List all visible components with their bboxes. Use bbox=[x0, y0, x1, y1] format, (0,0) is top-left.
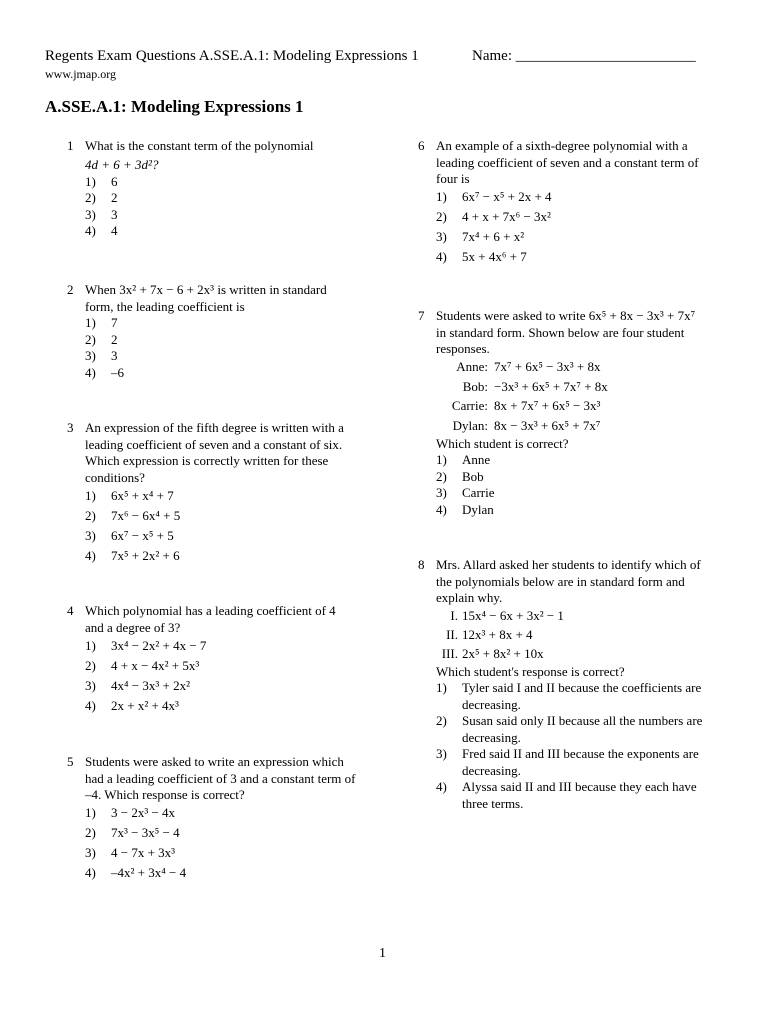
student-expression: 8x + 7x⁷ + 6x⁵ − 3x³ bbox=[494, 398, 601, 413]
question-5 bbox=[67, 754, 387, 884]
option-text: 3 bbox=[111, 348, 118, 363]
question-stem: What is the constant term of the polynomial bbox=[85, 138, 314, 153]
option-text: 6 bbox=[111, 173, 118, 189]
option bbox=[436, 469, 738, 486]
page-heading: A.SSE.A.1: Modeling Expressions 1 bbox=[45, 97, 304, 116]
polynomial-item bbox=[436, 645, 748, 664]
option bbox=[436, 248, 738, 268]
option-text: Fred said II and III because the exponents are decreasing. bbox=[462, 746, 699, 778]
option-text: 4 − 7x + 3x³ bbox=[111, 845, 176, 861]
option-label: 2) bbox=[436, 468, 447, 484]
option-text: Carrie bbox=[462, 485, 495, 500]
option-text: 2x + x² + 4x³ bbox=[111, 697, 179, 713]
option bbox=[436, 502, 738, 519]
option-text: 5x + 4x⁶ + 7 bbox=[462, 249, 527, 265]
option bbox=[85, 506, 387, 526]
student-response bbox=[436, 397, 738, 417]
option-text: 2 bbox=[111, 190, 118, 205]
question-number: 1 bbox=[67, 138, 74, 153]
option bbox=[85, 348, 387, 365]
question-number: 5 bbox=[67, 754, 74, 769]
option bbox=[436, 228, 738, 248]
option bbox=[436, 485, 738, 502]
student-expression: 7x⁷ + 6x⁵ − 3x³ + 8x bbox=[494, 359, 601, 374]
option-label: 3) bbox=[436, 485, 447, 500]
polynomial-label: II. bbox=[446, 626, 458, 642]
option-text: 4x⁴ − 3x³ + 2x² bbox=[111, 677, 190, 693]
option bbox=[85, 546, 387, 566]
option-text: 7x⁵ + 2x² + 6 bbox=[111, 547, 180, 563]
option-label: 2) bbox=[85, 331, 96, 347]
polynomial-expression: 2x⁵ + 8x² + 10x bbox=[462, 645, 544, 661]
option-label: 4) bbox=[436, 249, 447, 265]
question-stem: Which polynomial has a leading coefficient of 4 and a degree of 3? bbox=[85, 603, 336, 635]
student-name: Carrie: bbox=[451, 398, 488, 413]
option-text: Bob bbox=[462, 468, 484, 484]
option-label: 2) bbox=[85, 657, 96, 673]
option-label: 1) bbox=[85, 173, 96, 189]
option bbox=[85, 676, 387, 696]
option-label: 2) bbox=[436, 209, 447, 225]
polynomial-expression: 15x⁴ − 6x + 3x² − 1 bbox=[462, 607, 564, 623]
option-label: 4) bbox=[85, 364, 96, 380]
option bbox=[85, 190, 387, 207]
option bbox=[436, 746, 748, 779]
question-8 bbox=[418, 557, 748, 812]
option-text: –4x² + 3x⁴ − 4 bbox=[111, 865, 187, 881]
option-label: 3) bbox=[85, 527, 96, 543]
option-text: Anne bbox=[462, 452, 491, 467]
option bbox=[85, 315, 387, 332]
option-label: 3) bbox=[85, 348, 96, 363]
option-text: Tyler said I and II because the coefficients are decreasing. bbox=[462, 680, 702, 712]
name-field-label: Name: ________________________ bbox=[472, 48, 696, 64]
option bbox=[436, 713, 748, 746]
option bbox=[85, 696, 387, 716]
option-text: 7 bbox=[111, 315, 118, 330]
question-6 bbox=[418, 138, 738, 268]
question-2 bbox=[67, 282, 387, 381]
question-number: 2 bbox=[67, 282, 74, 297]
option bbox=[85, 844, 387, 864]
option-label: 2) bbox=[85, 507, 96, 523]
option-label: 3) bbox=[85, 677, 96, 693]
option bbox=[85, 332, 387, 349]
question-stem: An expression of the fifth degree is written with a leading coefficient of seven and a constant of six. Which expression is correctly written for these conditions? bbox=[85, 420, 344, 485]
option-label: 3) bbox=[436, 229, 447, 245]
option-text: 3 − 2x³ − 4x bbox=[111, 805, 176, 821]
question-4 bbox=[67, 603, 387, 716]
question-number: 8 bbox=[418, 557, 425, 572]
option-text: 4 + x + 7x⁶ − 3x² bbox=[462, 209, 551, 225]
student-name: Anne: bbox=[456, 359, 488, 374]
option-label: 3) bbox=[85, 206, 96, 222]
option-label: 4) bbox=[85, 223, 96, 238]
option bbox=[85, 174, 387, 191]
option-label: 1) bbox=[85, 805, 96, 821]
student-expression: −3x³ + 6x⁵ + 7x⁷ + 8x bbox=[494, 378, 608, 394]
option bbox=[85, 656, 387, 676]
polynomial-expression: 12x³ + 8x + 4 bbox=[462, 626, 533, 642]
question-number: 4 bbox=[67, 603, 74, 618]
option bbox=[85, 804, 387, 824]
option-text: 4 + x − 4x² + 5x³ bbox=[111, 657, 200, 673]
question-number: 7 bbox=[418, 308, 425, 323]
option-text: Susan said only II because all the numbers are decreasing. bbox=[462, 713, 703, 745]
question-stem: Students were asked to write 6x⁵ + 8x − 3x³ + 7x⁷ in standard form. Shown below are four student responses. bbox=[436, 308, 696, 356]
option-label: 1) bbox=[85, 315, 96, 330]
option-text: Dylan bbox=[462, 501, 494, 517]
student-expression: 8x − 3x³ + 6x⁵ + 7x⁷ bbox=[494, 417, 601, 433]
option-text: –6 bbox=[111, 364, 124, 380]
option-text: 4 bbox=[111, 223, 118, 238]
question-number: 6 bbox=[418, 138, 425, 153]
page-number: 1 bbox=[379, 946, 386, 961]
option-label: 1) bbox=[436, 189, 447, 205]
option-label: 2) bbox=[85, 825, 96, 841]
question-3 bbox=[67, 420, 387, 566]
option-label: 1) bbox=[85, 637, 96, 653]
question-1 bbox=[67, 138, 387, 240]
sub-question: Which student's response is correct? bbox=[436, 663, 625, 679]
student-name: Dylan: bbox=[452, 417, 488, 433]
option bbox=[85, 223, 387, 240]
polynomial-item bbox=[436, 626, 748, 645]
option-label: 1) bbox=[436, 680, 447, 695]
option-text: Alyssa said II and III because they each have three terms. bbox=[462, 779, 697, 811]
option bbox=[85, 636, 387, 656]
option-label: 4) bbox=[85, 697, 96, 713]
option bbox=[85, 365, 387, 382]
option-label: 4) bbox=[85, 547, 96, 563]
option bbox=[85, 526, 387, 546]
student-response bbox=[436, 377, 738, 397]
option bbox=[85, 207, 387, 224]
option-label: 4) bbox=[436, 501, 447, 517]
option bbox=[436, 680, 748, 713]
option-label: 3) bbox=[85, 845, 96, 861]
question-stem: When 3x² + 7x − 6 + 2x³ is written in standard form, the leading coefficient is bbox=[85, 282, 327, 314]
option-label: 1) bbox=[85, 487, 96, 503]
option bbox=[436, 779, 748, 812]
student-response bbox=[436, 416, 738, 436]
student-response bbox=[436, 358, 738, 378]
option-text: 7x⁶ − 6x⁴ + 5 bbox=[111, 507, 181, 523]
question-stem: Students were asked to write an expression which had a leading coefficient of 3 and a constant term of –4. Which response is correct? bbox=[85, 754, 356, 802]
option bbox=[436, 452, 738, 469]
option-label: 2) bbox=[436, 713, 447, 728]
header-site: www.jmap.org bbox=[45, 67, 116, 81]
question-stem: Mrs. Allard asked her students to identify which of the polynomials below are in standard form and explain why. bbox=[436, 557, 701, 605]
option-label: 1) bbox=[436, 452, 447, 467]
option-text: 7x⁴ + 6 + x² bbox=[462, 229, 525, 245]
option-text: 6x⁵ + x⁴ + 7 bbox=[111, 487, 174, 503]
option-text: 3x⁴ − 2x² + 4x − 7 bbox=[111, 637, 207, 653]
option-text: 7x³ − 3x⁵ − 4 bbox=[111, 825, 180, 841]
option-text: 6x⁷ − x⁵ + 2x + 4 bbox=[462, 189, 552, 205]
student-name: Bob: bbox=[462, 378, 488, 394]
option-label: 2) bbox=[85, 190, 96, 205]
option-label: 4) bbox=[436, 779, 447, 794]
option-label: 4) bbox=[85, 865, 96, 881]
sub-question: Which student is correct? bbox=[436, 435, 569, 451]
option bbox=[436, 188, 738, 208]
option bbox=[85, 864, 387, 884]
question-expression: 4d + 6 + 3d²? bbox=[85, 156, 159, 172]
option bbox=[436, 208, 738, 228]
option bbox=[85, 486, 387, 506]
question-stem: An example of a sixth-degree polynomial with a leading coefficient of seven and a constant term of four is bbox=[436, 138, 699, 186]
question-number: 3 bbox=[67, 420, 74, 435]
option-text: 2 bbox=[111, 331, 118, 347]
question-7 bbox=[418, 308, 738, 518]
polynomial-label: I. bbox=[450, 607, 458, 623]
header-title: Regents Exam Questions A.SSE.A.1: Modeling Expressions 1 bbox=[45, 48, 419, 64]
option-text: 6x⁷ − x⁵ + 5 bbox=[111, 527, 174, 543]
polynomial-item bbox=[436, 607, 748, 626]
option bbox=[85, 824, 387, 844]
polynomial-label: III. bbox=[441, 645, 458, 661]
option-label: 3) bbox=[436, 746, 447, 761]
option-text: 3 bbox=[111, 206, 118, 222]
